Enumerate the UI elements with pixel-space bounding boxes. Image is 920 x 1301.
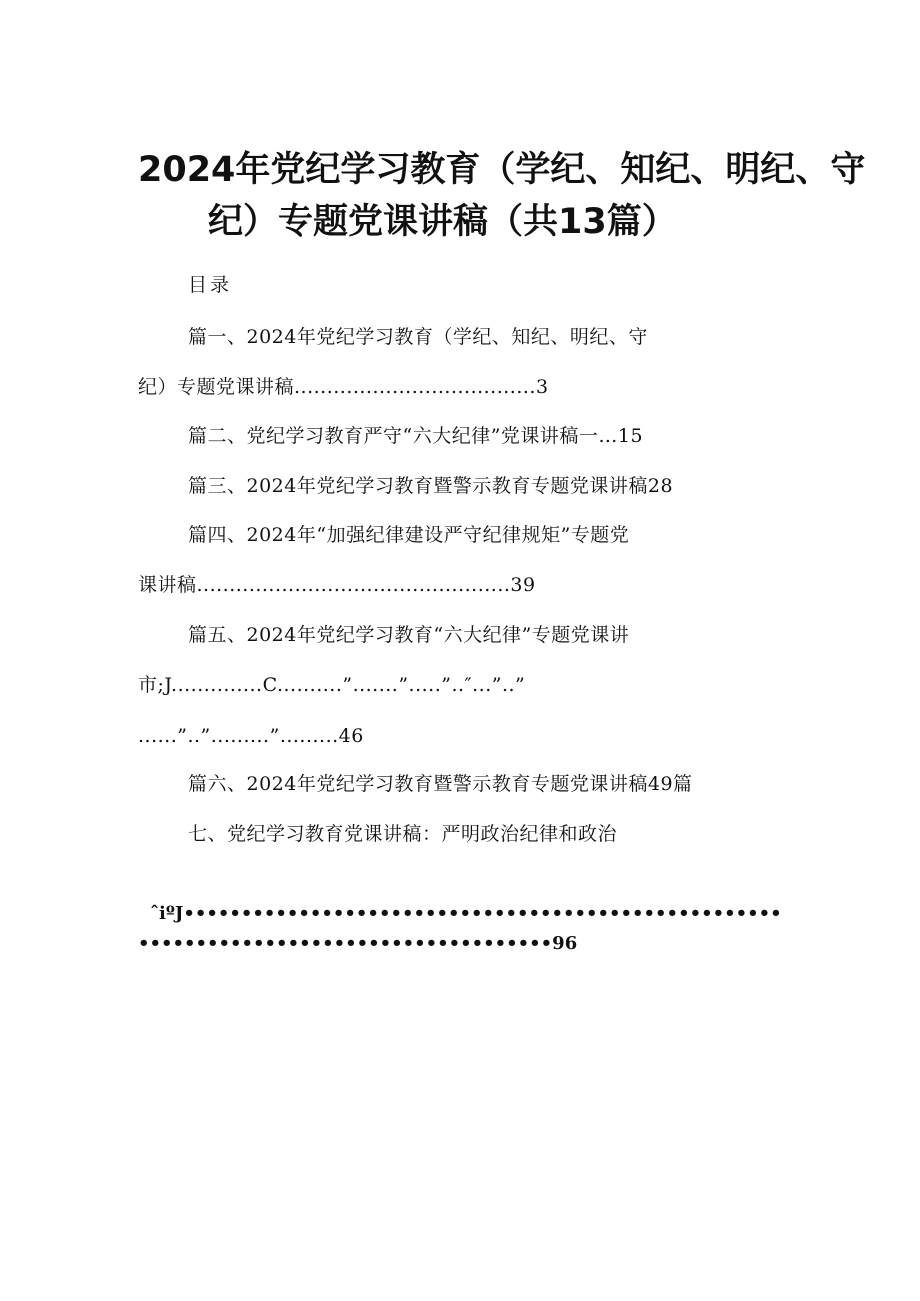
- toc-entry-4-line-1: 篇四、2024年“加强纪律建设严守纪律规矩”专题党: [188, 524, 630, 546]
- title-line-1: 2024年党纪学习教育（学纪、知纪、明纪、守: [138, 150, 866, 190]
- toc-entry-7-line-3: ••••••••••••••••••••••••••••••••••••96: [138, 933, 578, 954]
- toc-entry-7-line-2: ˆiºJ••••••••••••••••••••••••••••••••••••••••••••••••••••: [150, 903, 782, 924]
- toc-entry-1-line-1: 篇一、2024年党纪学习教育（学纪、知纪、明纪、守: [188, 326, 648, 348]
- toc-entry-7-line-1: 七、党纪学习教育党课讲稿：严明政治纪律和政治: [188, 823, 618, 845]
- toc-entry-6: 篇六、2024年党纪学习教育暨警示教育专题党课讲稿49篇: [188, 773, 693, 795]
- toc-entry-5-line-3: ......”..”.........”.........46: [138, 725, 364, 747]
- toc-entry-1-line-2: 纪）专题党课讲稿.....................................3: [138, 376, 549, 398]
- toc-entry-5-line-2: 市;J..............C..........”.......”.....”..″...”..”: [138, 674, 526, 696]
- toc-entry-3: 篇三、2024年党纪学习教育暨警示教育专题党课讲稿28: [188, 475, 674, 497]
- toc-entry-4-line-2: 课讲稿................................................39: [138, 574, 536, 596]
- toc-heading: 目录: [188, 274, 233, 296]
- toc-entry-5-line-1: 篇五、2024年党纪学习教育“六大纪律”专题党课讲: [188, 624, 630, 646]
- title-line-2: 纪）专题党课讲稿（共13篇）: [208, 202, 677, 242]
- toc-entry-2: 篇二、党纪学习教育严守“六大纪律”党课讲稿一…15: [188, 425, 644, 447]
